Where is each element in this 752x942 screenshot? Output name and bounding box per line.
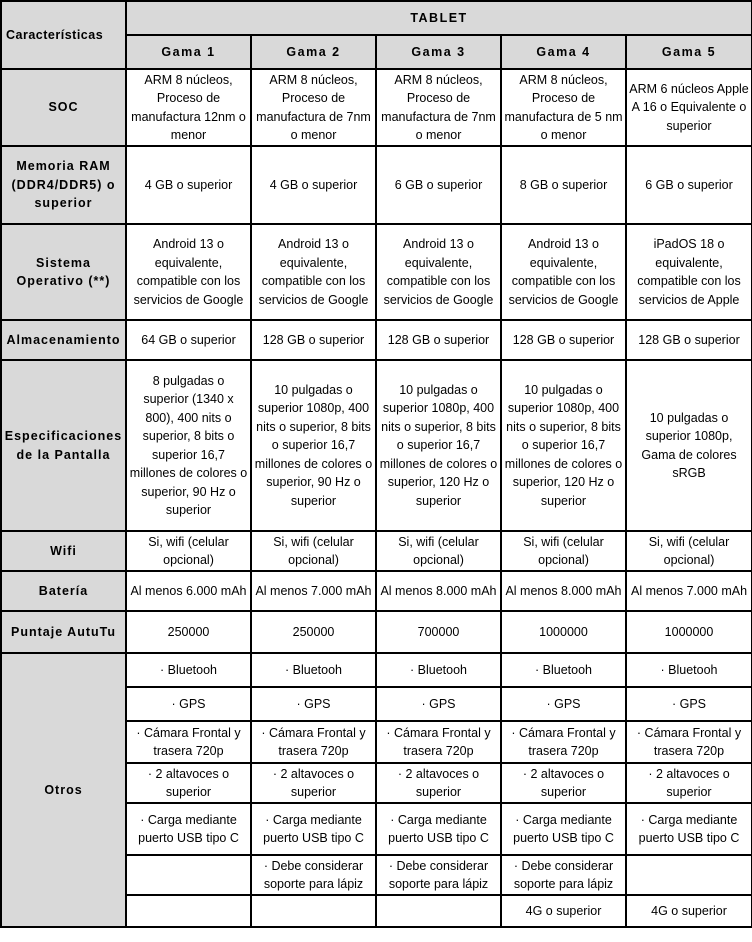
table-cell: Al menos 8.000 mAh bbox=[501, 571, 626, 611]
group-header: TABLET bbox=[126, 1, 752, 35]
table-cell: Android 13 o equivalente, compatible con los servicios de Google bbox=[126, 224, 251, 320]
table-cell: · Carga mediante puerto USB tipo C bbox=[126, 803, 251, 855]
table-row bbox=[1, 571, 752, 611]
table-cell: · Carga mediante puerto USB tipo C bbox=[251, 803, 376, 855]
table-cell: Si, wifi (celular opcional) bbox=[376, 531, 501, 571]
table-row bbox=[1, 611, 752, 653]
table-cell: Si, wifi (celular opcional) bbox=[251, 531, 376, 571]
row-header: Memoria RAM (DDR4/DDR5) o superior bbox=[1, 146, 126, 224]
table-cell: · Bluetooh bbox=[126, 653, 251, 687]
column-header: Gama 1 bbox=[126, 35, 251, 69]
table-cell: · 2 altavoces o superior bbox=[376, 763, 501, 803]
column-header: Gama 3 bbox=[376, 35, 501, 69]
table-cell: ARM 8 núcleos, Proceso de manufactura 12nm o menor bbox=[126, 69, 251, 146]
table-cell: · Debe considerar soporte para lápiz bbox=[376, 855, 501, 895]
table-cell: · Carga mediante puerto USB tipo C bbox=[501, 803, 626, 855]
table-cell: · Cámara Frontal y trasera 720p bbox=[501, 721, 626, 763]
table-cell: · Cámara Frontal y trasera 720p bbox=[376, 721, 501, 763]
table-cell: 128 GB o superior bbox=[251, 320, 376, 360]
table-cell: 4G o superior bbox=[501, 895, 626, 927]
table-cell: 128 GB o superior bbox=[376, 320, 501, 360]
table-cell: Al menos 6.000 mAh bbox=[126, 571, 251, 611]
table-cell: 1000000 bbox=[626, 611, 752, 653]
row-header: Otros bbox=[1, 653, 126, 927]
table-cell: 700000 bbox=[376, 611, 501, 653]
table-cell: Al menos 7.000 mAh bbox=[626, 571, 752, 611]
table-cell: Al menos 7.000 mAh bbox=[251, 571, 376, 611]
table-row bbox=[1, 320, 752, 360]
row-header: Sistema Operativo (**) bbox=[1, 224, 126, 320]
table-cell: · Carga mediante puerto USB tipo C bbox=[376, 803, 501, 855]
table-cell: · Bluetooh bbox=[501, 653, 626, 687]
table-cell: · GPS bbox=[626, 687, 752, 721]
table-row bbox=[1, 531, 752, 571]
row-header: Batería bbox=[1, 571, 126, 611]
table-cell: · Bluetooh bbox=[626, 653, 752, 687]
table-cell: Si, wifi (celular opcional) bbox=[126, 531, 251, 571]
table-cell: · Carga mediante puerto USB tipo C bbox=[626, 803, 752, 855]
table-cell: ARM 6 núcleos Apple A 16 o Equivalente o superior bbox=[626, 69, 752, 146]
table-cell: ARM 8 núcleos, Proceso de manufactura de 5 nm o menor bbox=[501, 69, 626, 146]
table-cell: Al menos 8.000 mAh bbox=[376, 571, 501, 611]
table-cell: Si, wifi (celular opcional) bbox=[501, 531, 626, 571]
table-cell: 64 GB o superior bbox=[126, 320, 251, 360]
table-cell: 10 pulgadas o superior 1080p, 400 nits o superior, 8 bits o superior 16,7 millones de colores o superior, 90 Hz o superior bbox=[251, 360, 376, 531]
table-cell: · 2 altavoces o superior bbox=[126, 763, 251, 803]
table-cell: ARM 8 núcleos, Proceso de manufactura de 7nm o menor bbox=[251, 69, 376, 146]
table-cell: 10 pulgadas o superior 1080p, 400 nits o superior, 8 bits o superior 16,7 millones de colores o superior, 120 Hz o superior bbox=[376, 360, 501, 531]
table-cell: · Cámara Frontal y trasera 720p bbox=[126, 721, 251, 763]
table-cell: · Debe considerar soporte para lápiz bbox=[251, 855, 376, 895]
table-cell: 6 GB o superior bbox=[376, 146, 501, 224]
table-row bbox=[1, 360, 752, 531]
table-cell: 250000 bbox=[126, 611, 251, 653]
table-cell: 1000000 bbox=[501, 611, 626, 653]
row-header: Puntaje AutuTu bbox=[1, 611, 126, 653]
table-cell: · 2 altavoces o superior bbox=[251, 763, 376, 803]
column-header: Gama 4 bbox=[501, 35, 626, 69]
corner-header: Características bbox=[1, 1, 126, 69]
table-cell: · Bluetooh bbox=[376, 653, 501, 687]
table-cell: · Cámara Frontal y trasera 720p bbox=[251, 721, 376, 763]
table-cell: · Cámara Frontal y trasera 720p bbox=[626, 721, 752, 763]
table-cell: 250000 bbox=[251, 611, 376, 653]
table-cell: · GPS bbox=[501, 687, 626, 721]
table-row bbox=[1, 69, 752, 146]
table-cell: · 2 altavoces o superior bbox=[626, 763, 752, 803]
row-header: Especificaciones de la Pantalla bbox=[1, 360, 126, 531]
table-cell: 6 GB o superior bbox=[626, 146, 752, 224]
table-cell: · GPS bbox=[126, 687, 251, 721]
row-header: Almacenamiento bbox=[1, 320, 126, 360]
table-cell: Android 13 o equivalente, compatible con los servicios de Google bbox=[251, 224, 376, 320]
table-cell: · Debe considerar soporte para lápiz bbox=[501, 855, 626, 895]
table-cell: 128 GB o superior bbox=[501, 320, 626, 360]
table-cell: · GPS bbox=[251, 687, 376, 721]
table-cell bbox=[376, 895, 501, 927]
table-cell bbox=[251, 895, 376, 927]
column-header: Gama 2 bbox=[251, 35, 376, 69]
table-cell: · GPS bbox=[376, 687, 501, 721]
row-header: SOC bbox=[1, 69, 126, 146]
table-cell bbox=[126, 895, 251, 927]
table-cell: Android 13 o equivalente, compatible con los servicios de Google bbox=[501, 224, 626, 320]
table-cell bbox=[126, 855, 251, 895]
table-cell: Android 13 o equivalente, compatible con los servicios de Google bbox=[376, 224, 501, 320]
table-row bbox=[1, 653, 752, 687]
table-row bbox=[1, 146, 752, 224]
table-cell: ARM 8 núcleos, Proceso de manufactura de 7nm o menor bbox=[376, 69, 501, 146]
table-cell: iPadOS 18 o equivalente, compatible con los servicios de Apple bbox=[626, 224, 752, 320]
table-cell: · Bluetooh bbox=[251, 653, 376, 687]
table-cell: 4 GB o superior bbox=[126, 146, 251, 224]
table-cell bbox=[626, 855, 752, 895]
table-cell: 10 pulgadas o superior 1080p, 400 nits o superior, 8 bits o superior 16,7 millones de colores o superior, 120 Hz o superior bbox=[501, 360, 626, 531]
table-cell: 10 pulgadas o superior 1080p, Gama de colores sRGB bbox=[626, 360, 752, 531]
table-cell: 4 GB o superior bbox=[251, 146, 376, 224]
table-cell: 8 GB o superior bbox=[501, 146, 626, 224]
table-cell: Si, wifi (celular opcional) bbox=[626, 531, 752, 571]
table-cell: 128 GB o superior bbox=[626, 320, 752, 360]
table-row bbox=[1, 224, 752, 320]
table-cell: 8 pulgadas o superior (1340 x 800), 400 nits o superior, 8 bits o superior 16,7 millones de colores o superior, 90 Hz o superior bbox=[126, 360, 251, 531]
row-header: Wifi bbox=[1, 531, 126, 571]
column-header: Gama 5 bbox=[626, 35, 752, 69]
table-cell: · 2 altavoces o superior bbox=[501, 763, 626, 803]
table-cell: 4G o superior bbox=[626, 895, 752, 927]
